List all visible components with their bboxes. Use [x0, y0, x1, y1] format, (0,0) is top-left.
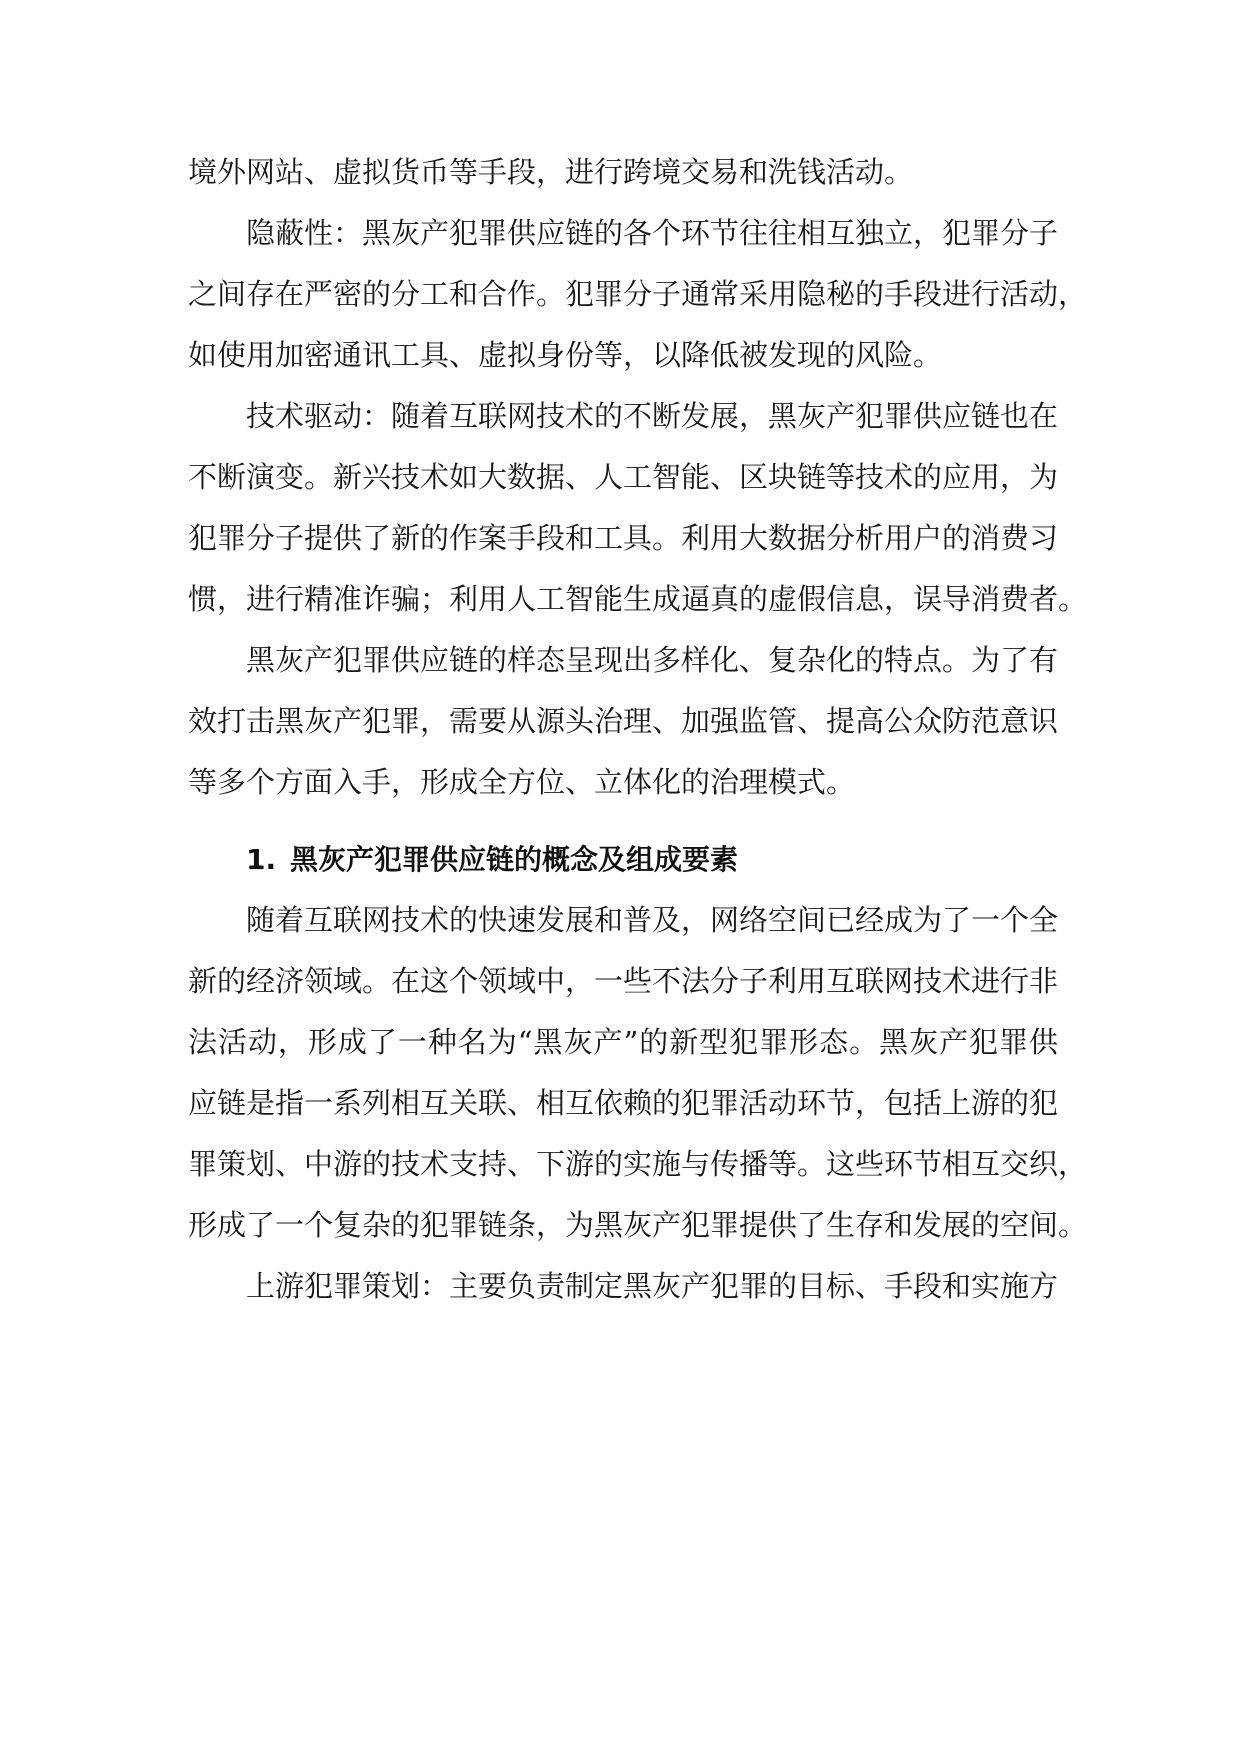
section-spacer: [188, 813, 1058, 829]
section-number: 1.: [246, 843, 277, 876]
text-line: 效打击黑灰产犯罪，需要从源头治理、加强监管、提高公众防范意识: [188, 704, 1059, 738]
paragraph-continuation: [188, 142, 1058, 203]
text-line: 隐蔽性：黑灰产犯罪供应链的各个环节往往相互独立，犯罪分子: [246, 216, 1059, 250]
text-line: 形成了一个复杂的犯罪链条，为黑灰产犯罪提供了生存和发展的空间。: [188, 1208, 1088, 1242]
section-heading: [188, 829, 1058, 890]
text-line: 应链是指一系列相互关联、相互依赖的犯罪活动环节，包括上游的犯: [188, 1086, 1059, 1120]
paragraph-technology-driven: [188, 386, 1088, 630]
paragraph-upstream-planning: [188, 1256, 1058, 1317]
text-line: 黑灰产犯罪供应链的样态呈现出多样化、复杂化的特点。为了有: [246, 643, 1059, 677]
paragraph-concealment: [188, 203, 1088, 386]
text-line: 犯罪分子提供了新的作案手段和工具。利用大数据分析用户的消费习: [188, 521, 1059, 555]
text-line: 新的经济领域。在这个领域中，一些不法分子利用互联网技术进行非: [188, 964, 1059, 998]
text-line: 不断演变。新兴技术如大数据、人工智能、区块链等技术的应用，为: [188, 460, 1059, 494]
text-line: 上游犯罪策划：主要负责制定黑灰产犯罪的目标、手段和实施方: [246, 1269, 1059, 1303]
text-line: 之间存在严密的分工和合作。犯罪分子通常采用隐秘的手段进行活动，: [188, 277, 1088, 311]
text-line: 法活动，形成了一种名为“黑灰产”的新型犯罪形态。黑灰产犯罪供: [188, 1025, 1058, 1059]
body-text: [188, 142, 1088, 1317]
text-line: 技术驱动：随着互联网技术的不断发展，黑灰产犯罪供应链也在: [246, 399, 1059, 433]
text-line: 随着互联网技术的快速发展和普及，网络空间已经成为了一个全: [246, 903, 1059, 937]
text-line: 境外网站、虚拟货币等手段，进行跨境交易和洗钱活动。: [188, 155, 914, 189]
text-line: 罪策划、中游的技术支持、下游的实施与传播等。这些环节相互交织，: [188, 1147, 1088, 1181]
paragraph-introduction: [188, 890, 1088, 1256]
section-title: 黑灰产犯罪供应链的概念及组成要素: [290, 843, 739, 876]
text-line: 如使用加密通讯工具、虚拟身份等，以降低被发现的风险。: [188, 338, 943, 372]
text-line: 等多个方面入手，形成全方位、立体化的治理模式。: [188, 765, 856, 799]
text-line: 惯，进行精准诈骗；利用人工智能生成逼真的虚假信息，误导消费者。: [188, 582, 1088, 616]
paragraph-summary: [188, 630, 1058, 813]
